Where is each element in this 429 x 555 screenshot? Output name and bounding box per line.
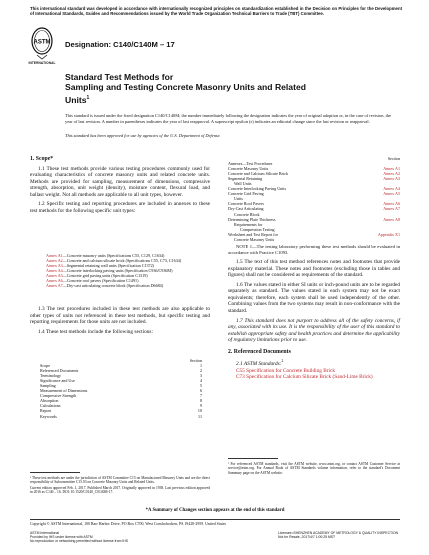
svg-text:ASTM: ASTM <box>33 39 51 46</box>
toc-row: Units <box>234 196 243 202</box>
toc-row: Annexes—Test Procedures <box>228 161 273 167</box>
title-footnote-ref: 1 <box>86 94 90 101</box>
annex-item: Annex A7—Dry-cast articulating concrete block (Specification D6684) <box>46 283 164 289</box>
reference-code[interactable]: C55 <box>236 367 245 374</box>
reference-title[interactable]: Specification for Calcium Silicate Brick (Sand-Lime Brick) <box>246 374 373 381</box>
toc-row: Requirements for <box>234 221 263 227</box>
footnote-divider <box>30 472 80 473</box>
para-1-7: 1.7 This standard does not purport to address all of the safety concerns, if any, associated with its use. It is the responsibility of the user of this standard to establish appropriate safety and health practices and determine the applicability of regulatory limitations prior to use. <box>228 317 400 344</box>
toc-row: Dry-Cast Articulating Annex A7 <box>228 206 400 212</box>
toc-row: Concrete Roof Pavers Annex A6 <box>228 201 400 207</box>
toc-row: Referenced Documents 2 <box>40 368 202 374</box>
dod-approval: This standard has been approved for use by agencies of the U.S. Department of Defense. <box>65 133 221 138</box>
toc-row: Worksheet and Test Report for Appendix X1 <box>228 231 400 237</box>
annex-label[interactable]: Annex A2 <box>46 258 63 264</box>
copyright: Copyright © ASTM International, 100 Barr Harbor Drive, PO Box C700, West Conshohocken, PA 19428-2959. United States <box>30 522 226 526</box>
toc-row: Concrete Masonry Units Annex A1 <box>228 166 400 172</box>
toc-row: Compression Testing <box>240 226 275 232</box>
toc-row: Significance and Use 4 <box>40 378 202 384</box>
reference-title[interactable]: Specification for Concrete Building Brick <box>246 367 336 374</box>
title-line-2: Sampling and Testing Concrete Masonry Units and Related <box>65 82 306 93</box>
annex-toc <box>228 156 400 242</box>
annex-item: Annex A3—Segmental retaining wall units (Specification C1372) <box>46 263 155 269</box>
scope-heading: 1. Scope* <box>30 156 54 162</box>
development-notice: This international standard was developed in accordance with internationally recognized principles on standardization established in the Decision on Principles for the Development of International Standards, Guides and Recommendations issued by the World Trade Organization Technical Barriers to Trade (TBT) Committee. <box>30 6 402 17</box>
toc-header: Section <box>189 358 202 363</box>
logo-caption: INTERNATIONAL <box>28 61 56 65</box>
right-column <box>228 244 400 381</box>
para-1-2: 1.2 Specific testing and reporting procedures are included in annexes to these test methods for the following specific unit types: <box>30 201 210 214</box>
annex-label[interactable]: Annex A4 <box>46 268 63 274</box>
toc-row: Segmental Retaining Annex A3 <box>228 176 400 182</box>
designation: Designation: C140/C140M – 17 <box>65 40 175 49</box>
toc-row: Calculations 9 <box>40 403 202 409</box>
title-line-3: Units <box>65 94 87 105</box>
para-1-4: 1.4 These test methods include the following sections: <box>38 328 153 335</box>
toc-row: Determining Plate Thickness Annex A8 <box>228 216 400 222</box>
annex-item: Annex A5—Concrete grid paving units (Specification C1319) <box>46 273 148 279</box>
footnote-2: ² For referenced ASTM standards, visit the ASTM website, www.astm.org, or contact ASTM Customer Service at service@astm.org. For Annual Book of ASTM Standards volume information, refer to the standard's Document Summary page on the ASTM website. <box>228 462 400 475</box>
para-1-3: 1.3 The test procedures included in these test methods are also applicable to other types of units not referenced in these test methods, but specific testing and reporting requirements for those units are not included. <box>30 306 210 326</box>
annex-item: Annex A1—Concrete masonry units (Specifications C55, C129, C1634) <box>46 253 165 258</box>
summary-of-changes-notice: *A Summary of Changes section appears at the end of this standard <box>145 508 285 513</box>
footnote-1: ¹ These test methods are under the jurisdiction of ASTM Committee C15 on Manufactured Masonry Units and are the direct responsibility of Subcommittee C15.03 on Concrete Masonry Units and Related Units. Current edition approved Feb. 1, 2017. Published March 2017. Originally approved in 1938. Last previous edition approved in 2016 as C140 – 16. DOI: 10.1520/C0140_C0140M-17. <box>30 476 210 495</box>
annex-label[interactable]: Annex A1 <box>46 253 63 258</box>
annex-label[interactable]: Annex A3 <box>46 263 63 269</box>
annex-item: Annex A4—Concrete interlocking paving units (Specification C936/C936M) <box>46 268 173 274</box>
license-left: ASTM International Provided by IHS under license with ASTM No reproduction or networking permitted without license from IHS <box>30 531 128 544</box>
annex-list <box>46 253 201 288</box>
astm-logo-icon <box>31 27 53 60</box>
toc-row: Concrete Grid Paving Annex A5 <box>228 191 400 197</box>
para-1-5: 1.5 The text of this test method references notes and footnotes that provide explanatory material. These notes and footnotes (excluding those in tables and figures) shall not be considered as requirements of the standard. <box>228 259 400 279</box>
para-1-1: 1.1 These test methods provide various testing procedures commonly used for evaluating characteristics of concrete masonry units and related concrete units. Methods are provided for sampling, measurement of dimensions, compressive strength, absorption, unit weight (density), moisture content, flexural load, and ballast weight. Not all methods are applicable to all unit types, however. <box>30 165 210 198</box>
toc-row: Concrete and Calcium Silicate Brick Annex A2 <box>228 171 400 177</box>
document-title <box>65 72 385 105</box>
license-right: Licensee=SHENZHEN ACADEMY OF METROLOGY & QUALITY INSPECTION Not for Resale, 2017/4/7 1:00:25 MST <box>278 531 399 540</box>
toc-header: Section <box>387 156 400 161</box>
toc-row: Concrete Block <box>234 211 260 217</box>
left-column-lower <box>30 306 210 335</box>
referenced-docs-heading: 2. Referenced Documents <box>228 348 291 355</box>
toc-row: Wall Units <box>234 181 252 187</box>
annex-label[interactable]: Annex A7 <box>46 283 63 289</box>
footnote-divider <box>228 458 278 459</box>
ref-2-1: 2.1 ASTM Standards:$^2$ <box>236 359 284 368</box>
standard-intro: This standard is issued under the fixed designation C140/C140M; the number immediately following the designation indicates the year of original adoption or, in the case of revision, the year of last revision. A number in parentheses indicates the year of last reapproval. A superscript epsilon (ε) indicates an editorial change since the last revision or reapproval. <box>65 113 392 124</box>
title-line-1: Standard Test Methods for <box>65 72 174 82</box>
annex-label[interactable]: Annex A6 <box>46 278 63 284</box>
annex-item: Annex A6—Concrete roof pavers (Specification C1491) <box>46 278 139 284</box>
toc-row: Keywords 11 <box>40 413 202 419</box>
toc-row: Concrete Interlocking Paving Units Annex A4 <box>228 186 400 192</box>
toc-row: Scope 1 <box>40 363 202 369</box>
annex-item: Annex A2—Concrete and calcium silicate brick (Specifications C55, C73, C1634) <box>46 258 182 264</box>
annex-label[interactable]: Annex A5 <box>46 273 63 279</box>
toc-row: Report 10 <box>40 408 202 414</box>
left-column <box>30 156 210 214</box>
para-1-6: 1.6 The values stated in either SI units or inch-pound units are to be regarded separately as standard. The values stated in each system may not be exact equivalents; therefore, each system shall be used independently of the other. Combining values from the two systems may result in non-conformance with the standard. <box>228 281 400 315</box>
toc-row: Absorption 8 <box>40 398 202 404</box>
reference-code[interactable]: C73 <box>236 374 245 381</box>
footer-divider <box>30 519 400 520</box>
section-toc <box>40 358 202 419</box>
toc-row: Measurement of Dimensions 6 <box>40 388 202 394</box>
toc-row: Concrete Masonry Units <box>234 236 275 242</box>
toc-row: Sampling 5 <box>40 383 202 389</box>
note-1: NOTE 1—The testing laboratory performing these test methods should be evaluated in accordance with Practice C1093. <box>228 244 400 255</box>
toc-row: Terminology 3 <box>40 373 202 379</box>
toc-row: Compressive Strength 7 <box>40 393 202 399</box>
reference-item[interactable] <box>228 374 400 381</box>
